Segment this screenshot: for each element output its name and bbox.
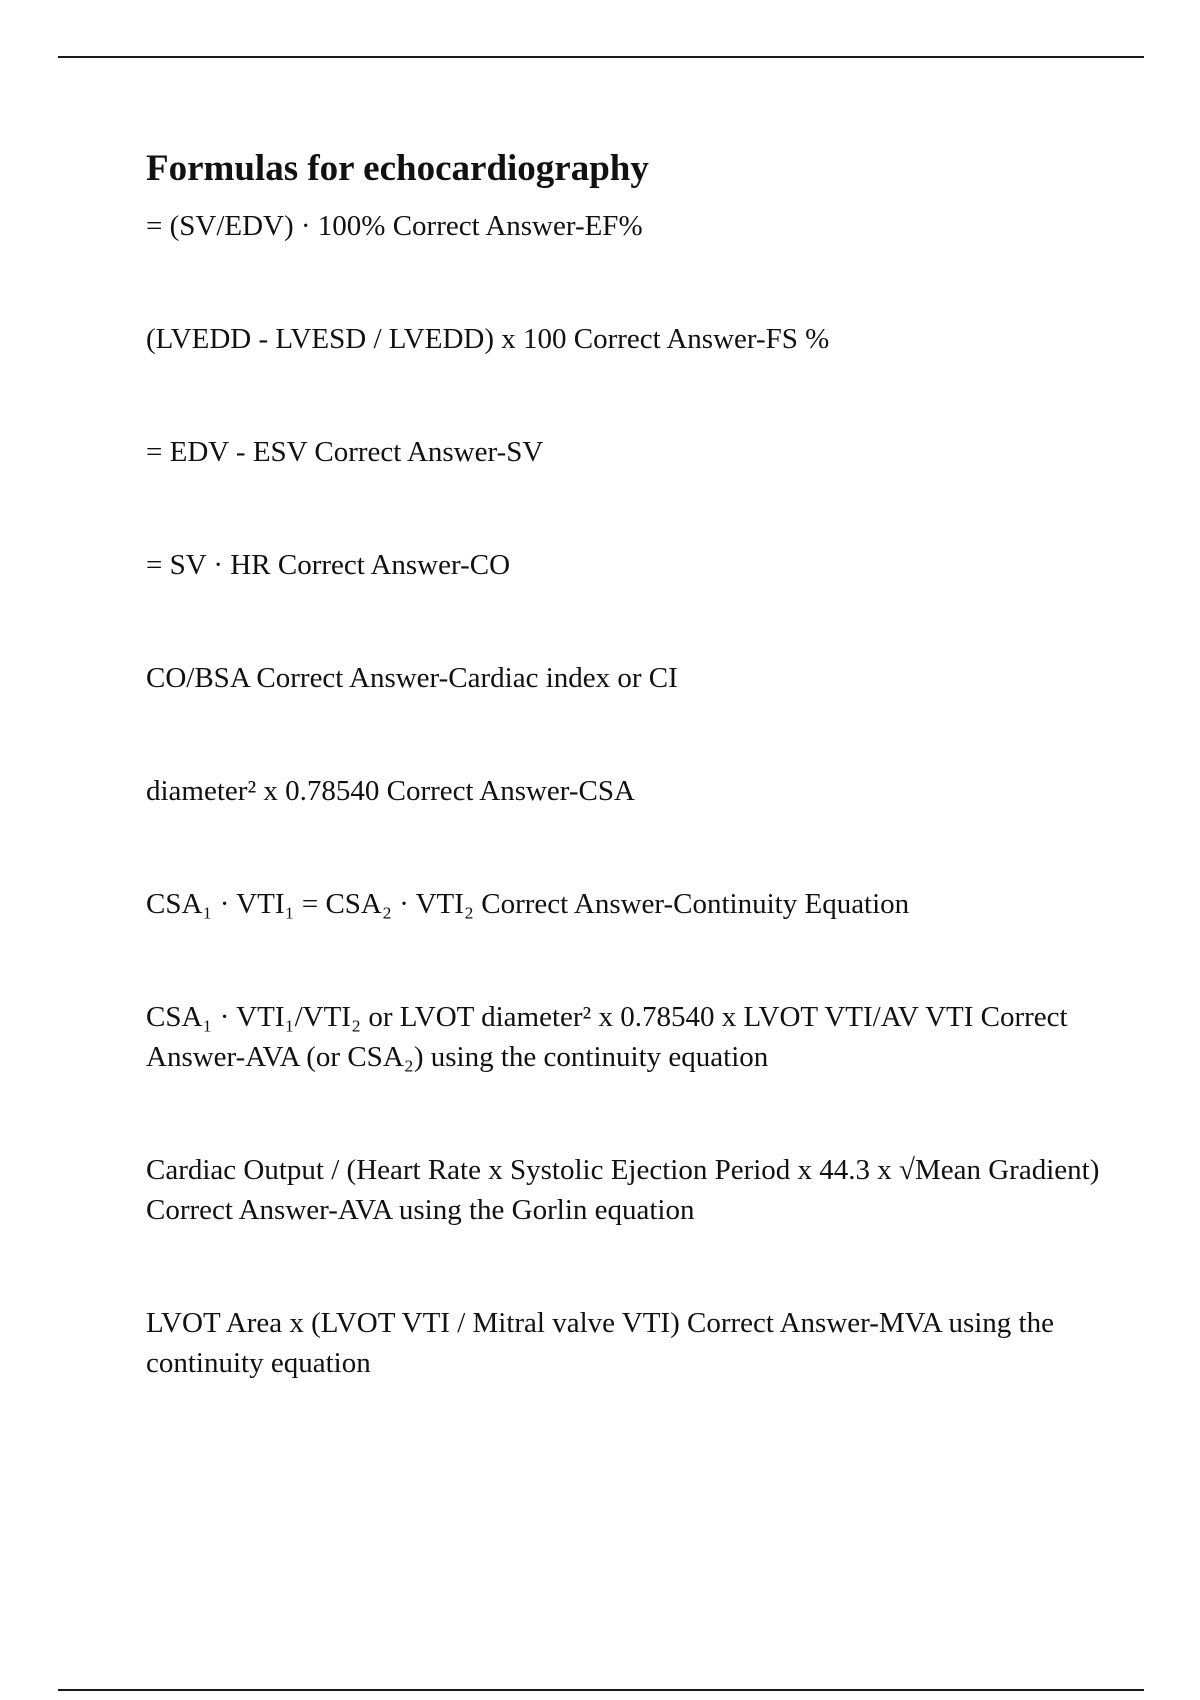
document-title: Formulas for echocardiography: [146, 148, 649, 189]
formula-entry-csa: diameter² x 0.78540 Correct Answer-CSA: [146, 775, 635, 807]
formula-entry-mva-continuity: LVOT Area x (LVOT VTI / Mitral valve VTI) Correct Answer-MVA using the continuity equation: [146, 1307, 1062, 1379]
header-divider: [58, 56, 1144, 58]
formula-entry-ava-continuity: CSA₁ · VTI₁/VTI₂ or LVOT diameter² x 0.78540 x LVOT VTI/AV VTI Correct Answer-AVA (or CSA₂) using the continuity equation: [146, 1001, 1074, 1073]
formula-entry-fs: (LVEDD - LVESD / LVEDD) x 100 Correct Answer-FS %: [146, 323, 830, 355]
formula-entry-co: = SV · HR Correct Answer-CO: [146, 549, 511, 581]
formula-entry-ci: CO/BSA Correct Answer-Cardiac index or CI: [146, 662, 678, 694]
document-body: [146, 140, 1106, 1456]
formula-entry-ava-gorlin: Cardiac Output / (Heart Rate x Systolic Ejection Period x 44.3 x √Mean Gradient) Correct Answer-AVA using the Gorlin equation: [146, 1154, 1107, 1226]
footer-divider: [58, 1689, 1144, 1691]
formula-entry-ef: = (SV/EDV) · 100% Correct Answer-EF%: [146, 210, 643, 242]
formula-entry-sv: = EDV - ESV Correct Answer-SV: [146, 436, 544, 468]
formula-entry-continuity: CSA₁ · VTI₁ = CSA₂ · VTI₂ Correct Answer-Continuity Equation: [146, 888, 910, 920]
